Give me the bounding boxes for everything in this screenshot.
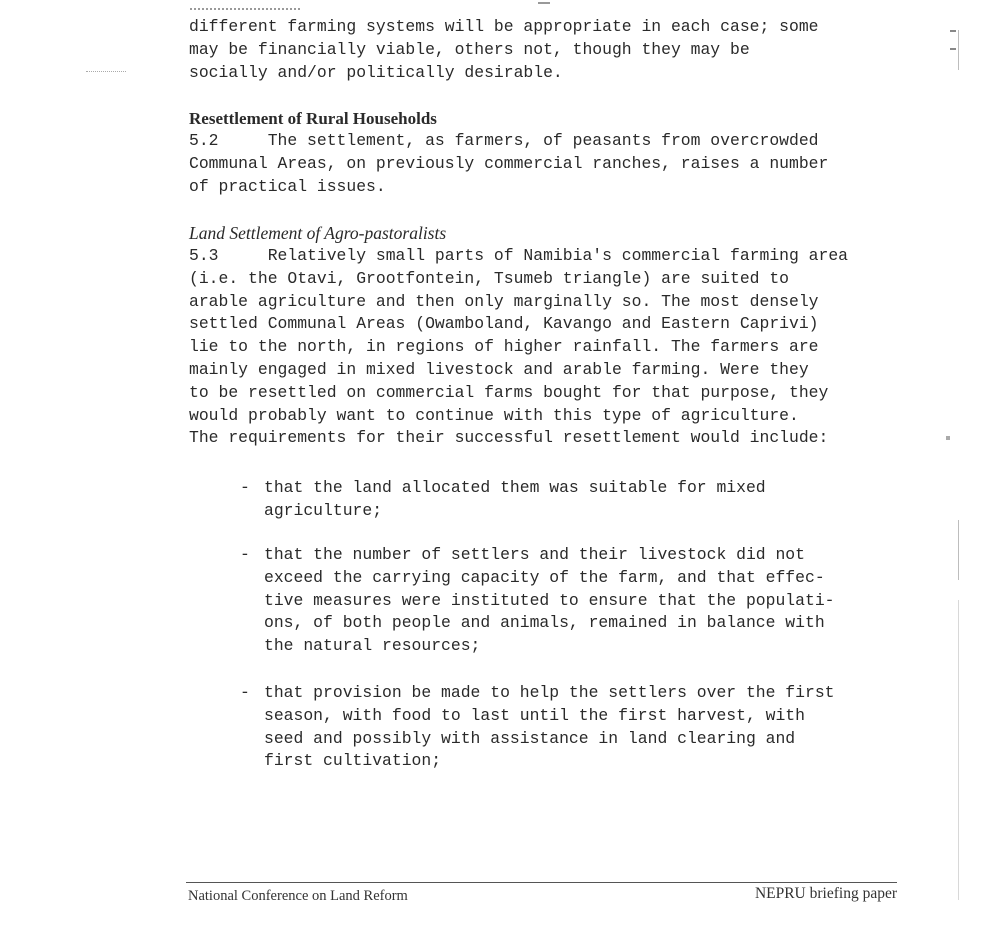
footer-paper-label: NEPRU briefing paper [754, 885, 897, 902]
requirement-text: that the land allocated them was suitable for mixed agriculture; [264, 478, 766, 520]
bullet-dash: - [240, 545, 250, 564]
margin-smudge [86, 71, 126, 74]
scan-margin-mark [950, 48, 956, 50]
cropped-top-mark [538, 2, 550, 4]
scan-margin-line [958, 600, 959, 900]
scan-margin-line [958, 520, 959, 580]
scan-margin-line [958, 30, 959, 70]
footer-conference-name: National Conference on Land Reform [188, 888, 408, 904]
footer-rule [186, 882, 897, 883]
heading-resettlement: Resettlement of Rural Households [189, 109, 437, 128]
scan-margin-mark [946, 436, 950, 440]
heading-land-settlement: Land Settlement of Agro-pastoralists [189, 223, 447, 243]
scan-margin-mark [950, 30, 956, 32]
paragraph-5-2: 5.2 The settlement, as farmers, of peasants from overcrowded Communal Areas, on previously commercial ranches, raises a number of practical issues. [189, 131, 829, 196]
cropped-top-line [190, 0, 300, 10]
paragraph-5-3: 5.3 Relatively small parts of Namibia's commercial farming area (i.e. the Otavi, Grootfontein, Tsumeb triangle) are suited to arable agriculture and then only marginally so. The most densely settled Communal Areas (Owamboland, Kavango and Eastern Caprivi) lie to the north, in regions of higher rainfall. The farmers are mainly engaged in mixed livestock and arable farming. Were they to be resettled on commercial farms bought for that purpose, they would probably want to continue with this type of agriculture. The requirements for their successful resettlement would include: [189, 246, 849, 448]
requirement-text: that the number of settlers and their livestock did not exceed the carrying capacity of the farm, and that effec- tive measures were instituted to ensure that the populati- ons, of both people and animals, remained in balance with the natural resources; [264, 545, 835, 656]
requirement-text: that provision be made to help the settlers over the first season, with food to last until the first harvest, with seed and possibly with assistance in land clearing and first cultivation; [264, 683, 835, 771]
bullet-dash: - [240, 683, 250, 702]
bullet-dash: - [240, 478, 250, 497]
paragraph-continued: different farming systems will be appropriate in each case; some may be financially viable, others not, though they may be socially and/or politically desirable. [189, 17, 819, 82]
